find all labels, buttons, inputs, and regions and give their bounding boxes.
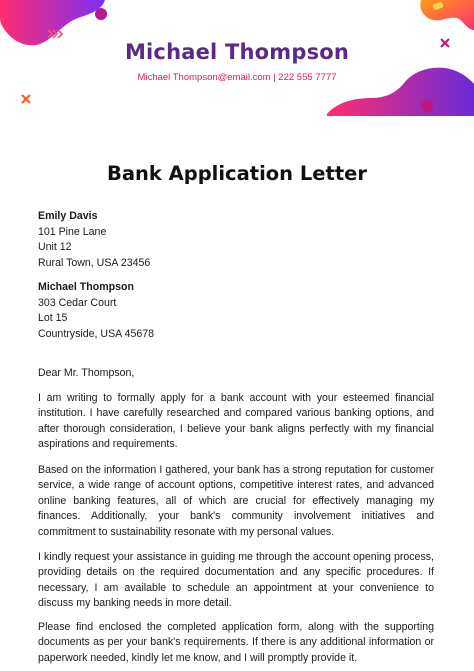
- header-contact: Michael Thompson@email.com | 222 555 7777: [137, 72, 337, 83]
- sender-name: Michael Thompson: [38, 281, 134, 293]
- address-line: 101 Pine Lane: [38, 225, 107, 238]
- body-paragraph: Please find enclosed the completed application form, along with the supporting documents as per your bank's requirements. If there is any additional information or paperwork needed, kindly let me know, and I will promptly provide it.: [38, 621, 434, 664]
- chevrons-icon: [47, 29, 63, 39]
- recipient-name: Emily Davis: [38, 210, 98, 222]
- salutation: Dear Mr. Thompson,: [38, 367, 135, 379]
- document-title: Bank Application Letter: [107, 162, 367, 185]
- recipient-address-block: [38, 209, 436, 271]
- address-line: Lot 15: [38, 312, 68, 325]
- body-paragraph: I kindly request your assistance in guiding me through the account opening process, providing details on the required documentation and any specific procedures. If necessary, I am available to schedule an appointment at your convenience to discuss my banking needs in more detail.: [38, 551, 434, 610]
- header-name: Michael Thompson: [124, 40, 350, 64]
- address-line: Countryside, USA 45678: [38, 327, 155, 340]
- address-line: Rural Town, USA 23456: [38, 256, 151, 269]
- sender-address-block: [38, 280, 436, 342]
- address-line: Unit 12: [38, 241, 72, 254]
- body-paragraph: I am writing to formally apply for a bank account with your esteemed financial institution. I have carefully researched and compared various banking options, and after thorough consideration, I believe your bank aligns perfectly with my financial aspirations and requirements.: [38, 392, 434, 451]
- address-line: 303 Cedar Court: [38, 296, 117, 309]
- close-x-icon: [21, 94, 31, 104]
- body-paragraph: Based on the information I gathered, your bank has a strong reputation for customer service, a wide range of account options, competitive interest rates, and advanced online banking features, all of which are crucial for effectively managing my finances. Additionally, your bank's community involvement initiatives and commitment to sustainability resonate with my personal values.: [38, 464, 434, 538]
- top-right-blob-decoration: [415, 0, 474, 32]
